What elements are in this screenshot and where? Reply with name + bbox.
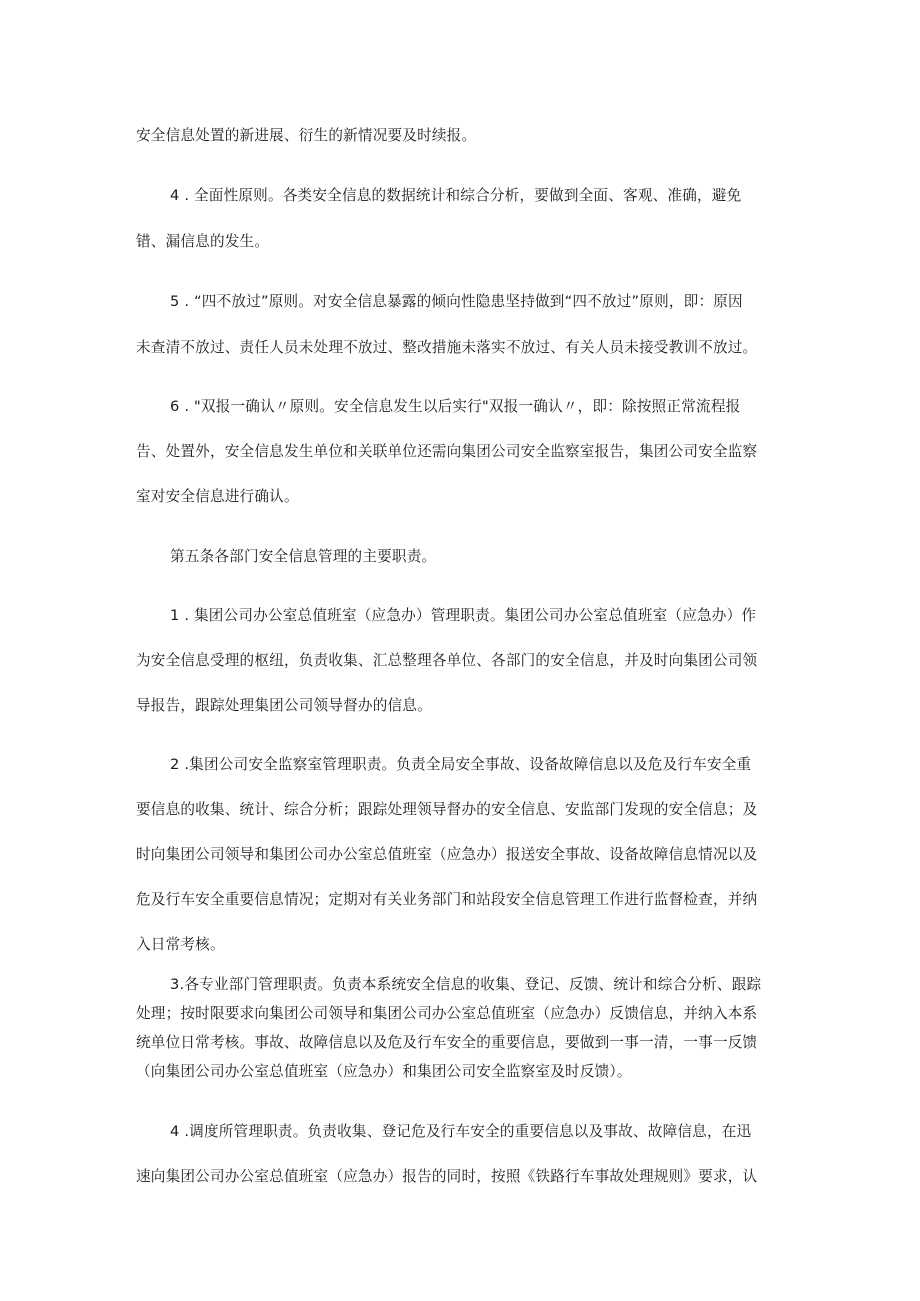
duty-4-line-2: 速向集团公司办公室总值班室（应急办）报告的同时，按照《铁路行车事故处理规则》要求，认 xyxy=(136,1168,758,1185)
principle-4-line-2: 错、漏信息的发生。 xyxy=(136,233,270,250)
duty-2-line-3: 时向集团公司领导和集团公司办公室总值班室（应急办）报送安全事故、设备故障信息情况以及 xyxy=(136,846,758,863)
duty-2-line-2: 要信息的收集、统计、综合分析；跟踪处理领导督办的安全信息、安监部门发现的安全信息；及 xyxy=(136,801,758,818)
duty-3-line-3: 统单位日常考核。事故、故障信息以及危及行车安全的重要信息，要做到一事一清，一事一反馈 xyxy=(136,1034,758,1051)
principle-5-line-1: 5 . “四不放过”原则。对安全信息暴露的倾向性隐患坚持做到“四不放过”原则，即：原因 xyxy=(170,293,743,310)
duty-2-line-1: 2 .集团公司安全监察室管理职责。负责全局安全事故、设备故障信息以及危及行车安全重 xyxy=(170,756,752,773)
duty-2-line-5: 入日常考核。 xyxy=(136,936,225,953)
article-5-heading: 第五条各部门安全信息管理的主要职责。 xyxy=(170,548,437,565)
duty-2-line-4: 危及行车安全重要信息情况；定期对有关业务部门和站段安全信息管理工作进行监督检查，并纳 xyxy=(136,891,758,908)
duty-1-line-3: 导报告，跟踪处理集团公司领导督办的信息。 xyxy=(136,697,432,714)
principle-6-line-1: 6 . "双报一确认〃原则。安全信息发生以后实行"双报一确认〃，即：除按照正常流程报 xyxy=(170,398,741,415)
principle-6-line-2: 告、处置外，安全信息发生单位和关联单位还需向集团公司安全监察室报告，集团公司安全监察 xyxy=(136,443,758,460)
duty-1-line-2: 为安全信息受理的枢纽，负责收集、汇总整理各单位、各部门的安全信息，并及时向集团公司领 xyxy=(136,652,758,669)
principle-4-line-1: 4 . 全面性原则。各类安全信息的数据统计和综合分析，要做到全面、客观、准确，避免 xyxy=(170,187,742,204)
duty-4-line-1: 4 .调度所管理职责。负责收集、登记危及行车安全的重要信息以及事故、故障信息，在迅 xyxy=(170,1123,752,1140)
duty-3-line-1: 3.各专业部门管理职责。负责本系统安全信息的收集、登记、反馈、统计和综合分析、跟踪 xyxy=(170,976,762,993)
paragraph-continuation: 安全信息处置的新进展、衍生的新情况要及时续报。 xyxy=(136,127,477,144)
duty-1-line-1: 1 . 集团公司办公室总值班室（应急办）管理职责。集团公司办公室总值班室（应急办）作 xyxy=(170,607,757,624)
principle-6-line-3: 室对安全信息进行确认。 xyxy=(136,488,299,505)
duty-3-line-4: （向集团公司办公室总值班室（应急办）和集团公司安全监察室及时反馈）。 xyxy=(136,1063,632,1080)
principle-5-line-2: 未查清不放过、责任人员未处理不放过、整改措施未落实不放过、有关人员未接受教训不放过。 xyxy=(136,339,758,356)
duty-3-line-2: 处理；按时限要求向集团公司领导和集团公司办公室总值班室（应急办）反馈信息，并纳入本系 xyxy=(136,1005,758,1022)
